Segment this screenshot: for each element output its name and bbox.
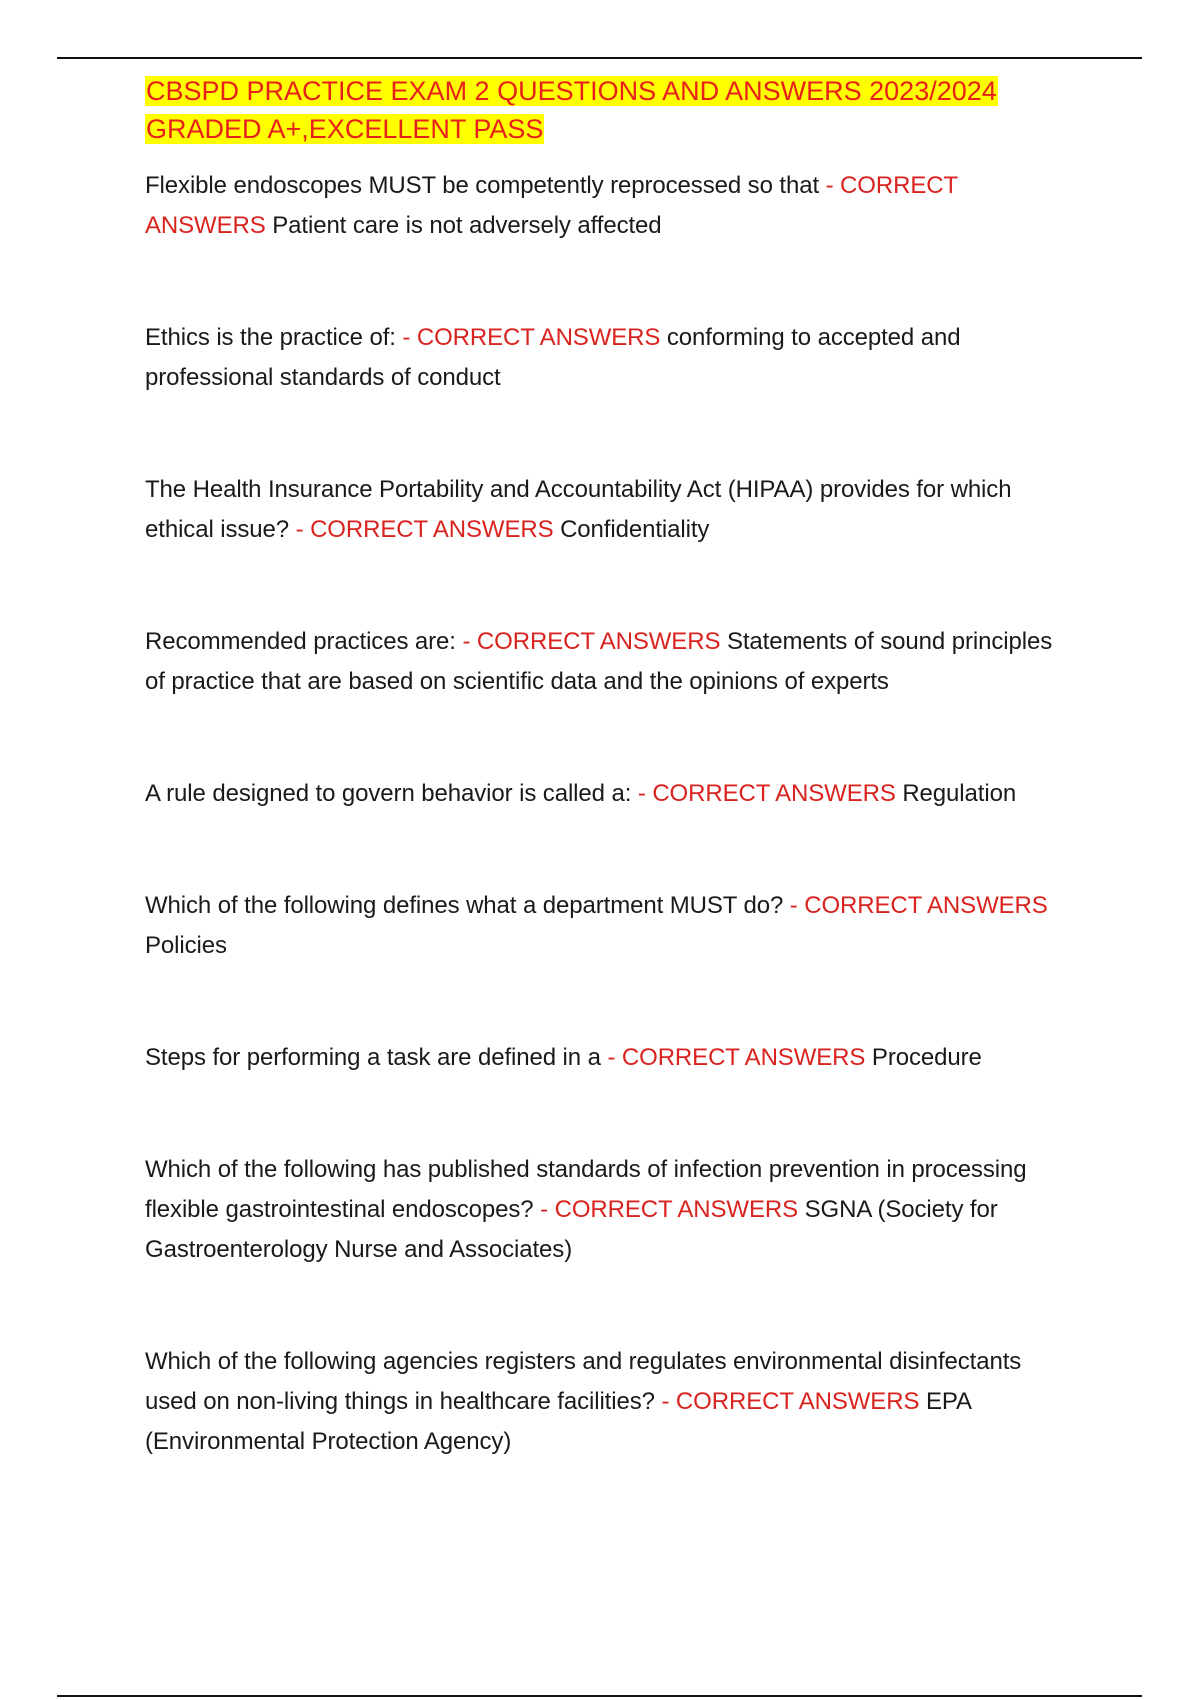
question-text: Steps for performing a task are defined in a	[145, 1044, 601, 1071]
question-text: Which of the following agencies registers and regulates environmental disinfectants used on non-living things in healthcare facilities?	[145, 1348, 1022, 1415]
qa-item	[145, 470, 1075, 550]
answer-marker: - CORRECT ANSWERS	[637, 780, 896, 807]
title-line-2: GRADED A+,EXCELLENT PASS	[146, 114, 544, 144]
question-text: The Health Insurance Portability and Accountability Act (HIPAA) provides for which ethical issue?	[145, 476, 1012, 543]
answer-marker: - CORRECT ANSWERS	[607, 1044, 866, 1071]
answer-text: Confidentiality	[560, 516, 710, 543]
qa-item	[145, 1150, 1075, 1270]
qa-item	[145, 886, 1075, 966]
answer-marker: - CORRECT ANSWERS	[402, 324, 661, 351]
answer-text: Policies	[145, 932, 227, 959]
answer-text: Regulation	[902, 780, 1017, 807]
answer-marker: - CORRECT ANSWERS	[295, 516, 554, 543]
question-text: Which of the following has published standards of infection prevention in processing flexible gastrointestinal endoscopes?	[145, 1156, 1027, 1223]
question-text: Flexible endoscopes MUST be competently reprocessed so that	[145, 172, 820, 199]
answer-marker: - CORRECT ANSWERS	[145, 172, 958, 239]
answer-text: EPA (Environmental Protection Agency)	[145, 1388, 971, 1455]
answer-marker: - CORRECT ANSWERS	[789, 892, 1048, 919]
question-text: Ethics is the practice of:	[145, 324, 396, 351]
answer-text: Procedure	[871, 1044, 982, 1071]
question-text: Which of the following defines what a department MUST do?	[145, 892, 784, 919]
qa-item	[145, 166, 1075, 246]
qa-item	[145, 1342, 1075, 1462]
top-rule	[57, 57, 1142, 59]
qa-item	[145, 622, 1075, 702]
answer-marker: - CORRECT ANSWERS	[661, 1388, 920, 1415]
answer-marker: - CORRECT ANSWERS	[462, 628, 721, 655]
document-body	[145, 72, 1075, 1534]
qa-item	[145, 774, 1075, 814]
answer-text: SGNA (Society for Gastroenterology Nurse and Associates)	[145, 1196, 998, 1263]
answer-marker: - CORRECT ANSWERS	[540, 1196, 799, 1223]
title-line-1: CBSPD PRACTICE EXAM 2 QUESTIONS AND ANSWERS 2023/2024	[146, 76, 997, 106]
question-text: A rule designed to govern behavior is called a:	[145, 780, 632, 807]
question-text: Recommended practices are:	[145, 628, 456, 655]
qa-item	[145, 318, 1075, 398]
document-title	[145, 72, 1075, 148]
answer-text: conforming to accepted and professional standards of conduct	[145, 324, 961, 391]
qa-item	[145, 1038, 1075, 1078]
answer-text: Statements of sound principles of practice that are based on scientific data and the opinions of experts	[145, 628, 1053, 695]
answer-text: Patient care is not adversely affected	[272, 212, 662, 239]
bottom-rule	[57, 1695, 1142, 1697]
